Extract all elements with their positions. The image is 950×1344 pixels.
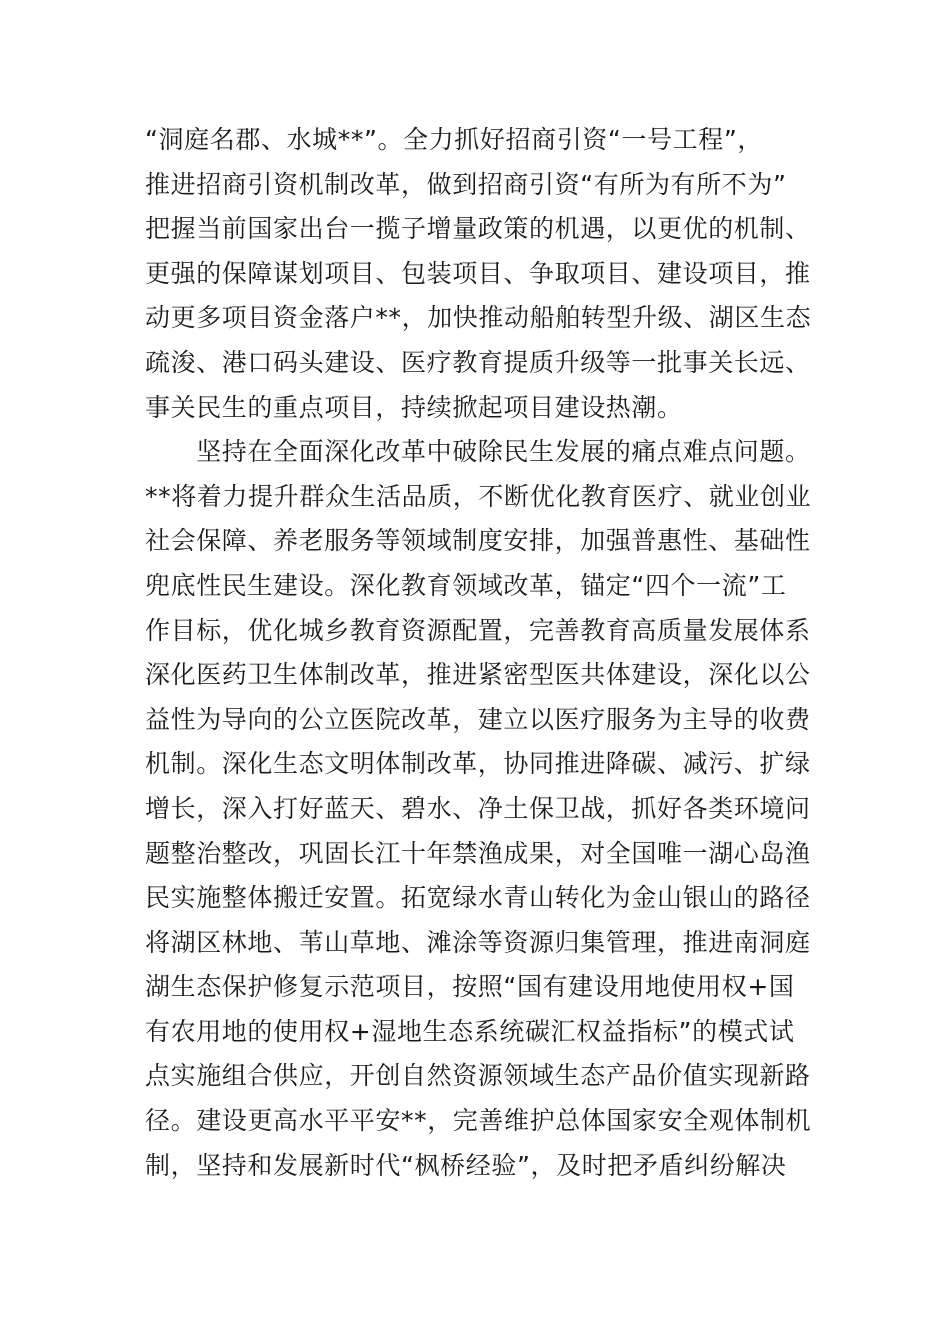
text-line: 机制。深化生态文明体制改革，协同推进降碳、减污、扩绿 bbox=[145, 749, 811, 779]
text-line: 益性为导向的公立医院改革，建立以医疗服务为主导的收费 bbox=[145, 704, 811, 734]
text-line: 动更多项目资金落户**，加快推动船舶转型升级、湖区生态 bbox=[145, 303, 812, 333]
text-line: 作目标，优化城乡教育资源配置，完善教育高质量发展体系 bbox=[145, 615, 811, 645]
text-line: 更强的保障谋划项目、包装项目、争取项目、建设项目，推 bbox=[145, 258, 811, 288]
text-line: 社会保障、养老服务等领域制度安排，加强普惠性、基础性 bbox=[145, 526, 811, 556]
text-line: 题整治整改，巩固长江十年禁渔成果，对全国唯一湖心岛渔 bbox=[145, 838, 811, 868]
text-line: 兜底性民生建设。深化教育领域改革，锚定“四个一流”工 bbox=[145, 570, 787, 600]
text-line: 点实施组合供应，开创自然资源领域生态产品价值实现新路 bbox=[145, 1061, 811, 1091]
text-line: 有农用地的使用权+湿地生态系统碳汇权益指标”的模式试 bbox=[145, 1016, 795, 1046]
text-line: 将湖区林地、苇山草地、滩涂等资源归集管理，推进南洞庭 bbox=[145, 927, 811, 957]
text-line: **将着力提升群众生活品质，不断优化教育医疗、就业创业 bbox=[145, 481, 812, 511]
text-line: 深化医药卫生体制改革，推进紧密型医共体建设，深化以公 bbox=[145, 660, 811, 690]
text-line: 民实施整体搬迁安置。拓宽绿水青山转化为金山银山的路径 bbox=[145, 883, 811, 913]
text-line: 把握当前国家出台一揽子增量政策的机遇，以更优的机制、 bbox=[145, 214, 811, 244]
text-line: 湖生态保护修复示范项目，按照“国有建设用地使用权+国 bbox=[145, 972, 795, 1002]
text-line: 制，坚持和发展新时代“枫桥经验”，及时把矛盾纠纷解决 bbox=[145, 1150, 787, 1180]
text-line: 推进招商引资机制改革，做到招商引资“有所为有所不为” bbox=[145, 169, 787, 199]
text-line: 事关民生的重点项目，持续掀起项目建设热潮。 bbox=[145, 392, 683, 422]
text-line: “洞庭名郡、水城**”。全力抓好招商引资“一号工程”， bbox=[145, 125, 764, 154]
text-line: 径。建设更高水平平安**，完善维护总体国家安全观体制机 bbox=[145, 1106, 812, 1136]
text-line: 疏浚、港口码头建设、医疗教育提质升级等一批事关长远、 bbox=[145, 347, 811, 377]
text-line: 增长，深入打好蓝天、碧水、净土保卫战，抓好各类环境问 bbox=[145, 793, 811, 823]
body-text bbox=[145, 118, 815, 1188]
paragraph-start-line: 坚持在全面深化改革中破除民生发展的痛点难点问题。 bbox=[145, 437, 811, 467]
